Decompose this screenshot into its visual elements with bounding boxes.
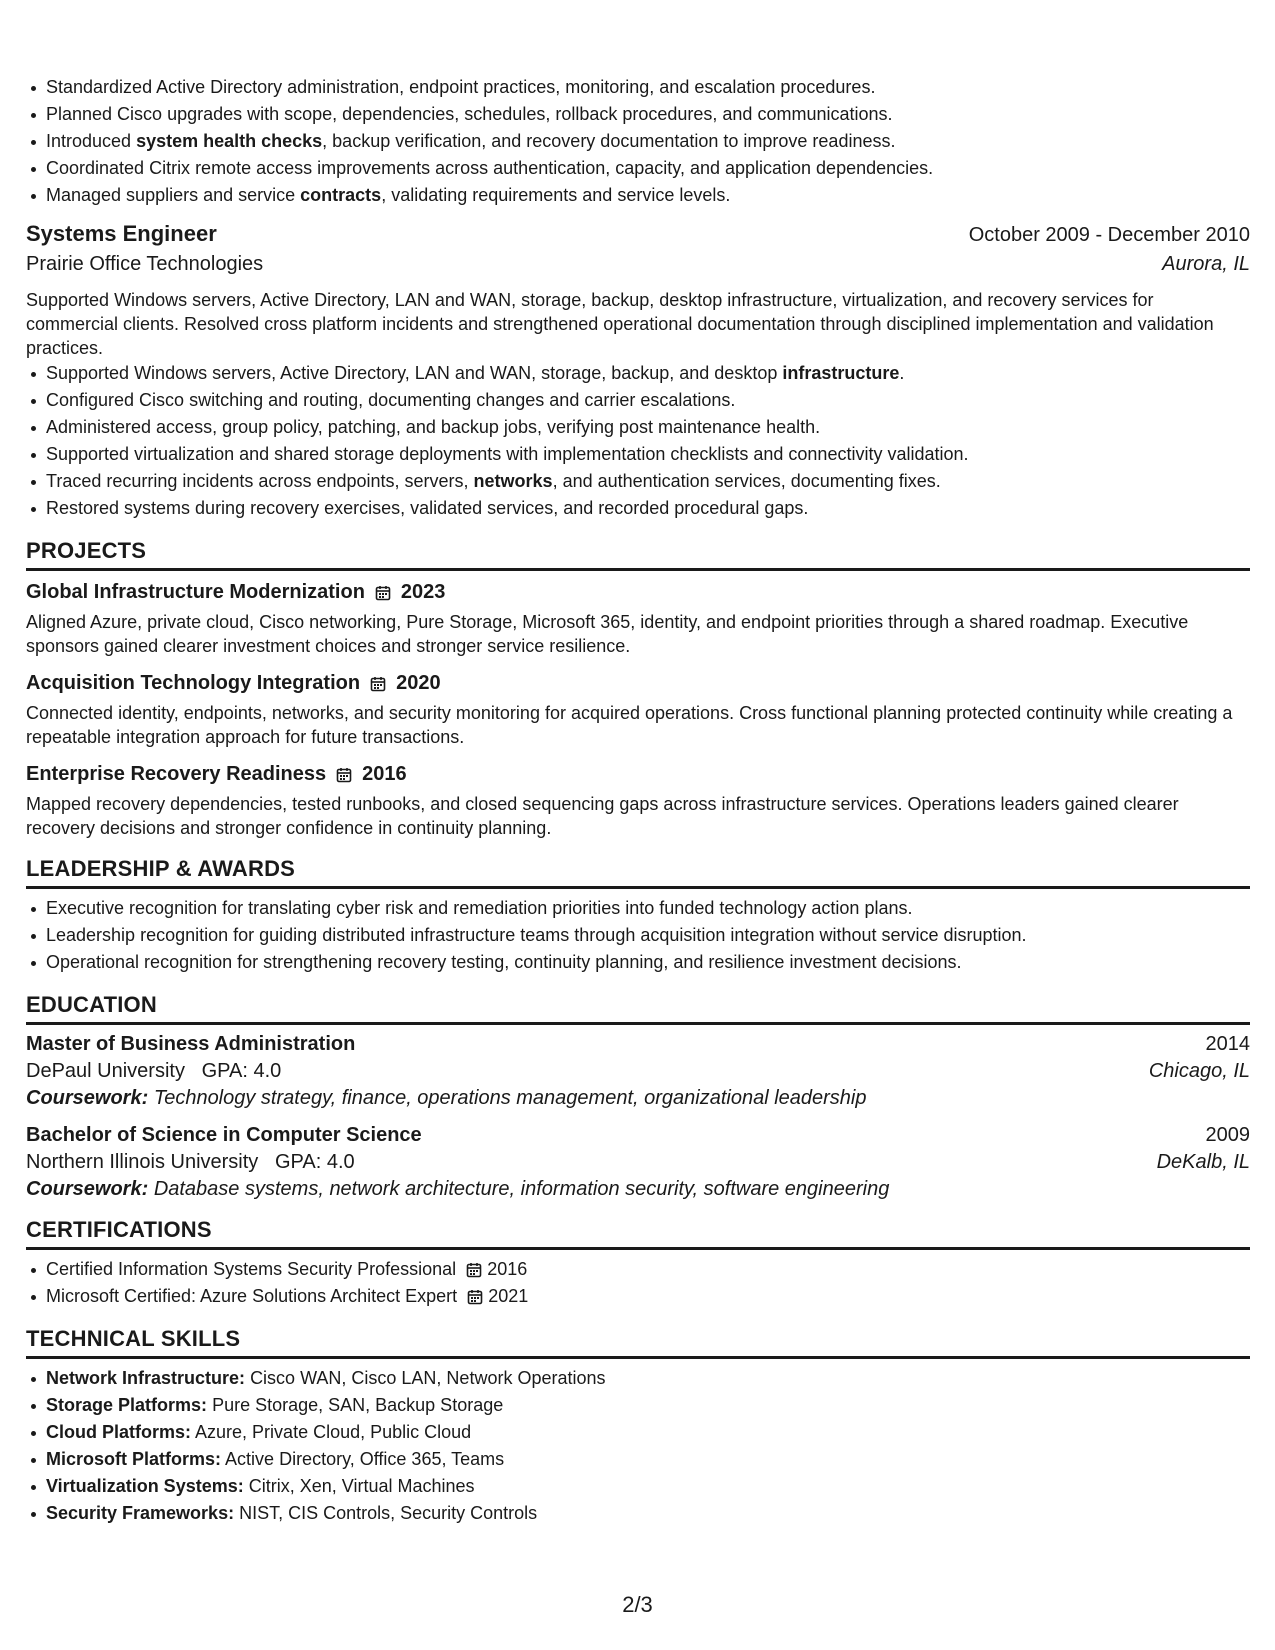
project-title: Acquisition Technology Integration <box>26 672 361 694</box>
section-heading: CERTIFICATIONS <box>26 1217 1250 1250</box>
list-item: Executive recognition for translating cyber risk and remediation priorities into funded technology action plans. <box>46 895 1250 922</box>
list-item: Security Frameworks: NIST, CIS Controls, Security Controls <box>46 1500 1250 1527</box>
graduation-year: 2014 <box>1205 1033 1250 1055</box>
section-heading: LEADERSHIP & AWARDS <box>26 856 1250 889</box>
gpa: GPA: 4.0 <box>274 1151 355 1173</box>
skills-section <box>26 1326 1250 1527</box>
degree: Master of Business Administration <box>26 1033 356 1055</box>
project-description: Connected identity, endpoints, networks, and security monitoring for acquired operations. Cross functional planning protected continuity while creating a repeatable integration approach for future transactions. <box>26 703 1233 747</box>
job-dates: October 2009 - December 2010 <box>968 224 1250 246</box>
coursework: Coursework: Database systems, network architecture, information security, software engineering <box>26 1178 890 1200</box>
project-item <box>26 672 1250 749</box>
list-item: Supported virtualization and shared storage deployments with implementation checklists and connectivity validation. <box>46 441 1250 468</box>
job-systems-engineer <box>26 221 1250 522</box>
company-name: Prairie Office Technologies <box>26 253 264 275</box>
school-location: Chicago, IL <box>1148 1060 1250 1082</box>
list-item: Microsoft Certified: Azure Solutions Architect Expert 2021 <box>46 1283 1250 1310</box>
job-location: Aurora, IL <box>1162 253 1250 275</box>
calendar-icon <box>375 585 391 601</box>
list-item: Microsoft Platforms: Active Directory, Office 365, Teams <box>46 1446 1250 1473</box>
list-item: Virtualization Systems: Citrix, Xen, Virtual Machines <box>46 1473 1250 1500</box>
education-item <box>26 1124 1250 1201</box>
job-summary: Supported Windows servers, Active Directory, LAN and WAN, storage, backup, desktop infrastructure, virtualization, and recovery services for commercial clients. Resolved cross platform incidents and strengthened operational documentation through disciplined implementation and validation practices. <box>26 290 1214 358</box>
calendar-icon <box>467 1289 483 1305</box>
list-item: Coordinated Citrix remote access improvements across authentication, capacity, and application dependencies. <box>46 155 1250 182</box>
project-item <box>26 581 1250 658</box>
list-item: Standardized Active Directory administration, endpoint practices, monitoring, and escalation procedures. <box>46 74 1250 101</box>
list-item: Managed suppliers and service contracts, validating requirements and service levels. <box>46 182 1250 209</box>
coursework: Coursework: Technology strategy, finance, operations management, organizational leadership <box>26 1087 867 1109</box>
job-title: Systems Engineer <box>26 221 217 246</box>
projects-section <box>26 538 1250 840</box>
project-year: 2020 <box>396 672 441 694</box>
list-item: Network Infrastructure: Cisco WAN, Cisco LAN, Network Operations <box>46 1365 1250 1392</box>
project-item <box>26 763 1250 840</box>
calendar-icon <box>370 676 386 692</box>
list-item: Planned Cisco upgrades with scope, dependencies, schedules, rollback procedures, and communications. <box>46 101 1250 128</box>
school-location: DeKalb, IL <box>1156 1151 1250 1173</box>
list-item: Supported Windows servers, Active Directory, LAN and WAN, storage, backup, and desktop infrastructure. <box>46 360 1250 387</box>
school-name: Northern Illinois University <box>26 1151 259 1173</box>
section-heading: EDUCATION <box>26 992 1250 1025</box>
certifications-section <box>26 1217 1250 1310</box>
certification-list <box>26 1256 1250 1310</box>
graduation-year: 2009 <box>1205 1124 1250 1146</box>
project-year: 2023 <box>400 581 446 603</box>
list-item: Administered access, group policy, patching, and backup jobs, verifying post maintenance health. <box>46 414 1250 441</box>
project-title: Enterprise Recovery Readiness <box>26 763 327 785</box>
project-year: 2016 <box>362 763 407 785</box>
list-item: Leadership recognition for guiding distributed infrastructure teams through acquisition integration without service disruption. <box>46 922 1250 949</box>
list-item: Introduced system health checks, backup verification, and recovery documentation to improve readiness. <box>46 128 1250 155</box>
gpa: GPA: 4.0 <box>201 1060 282 1082</box>
leadership-section <box>26 856 1250 976</box>
resume-page <box>26 78 1250 1527</box>
list-item: Restored systems during recovery exercises, validated services, and recorded procedural gaps. <box>46 495 1250 522</box>
list-item: Certified Information Systems Security Professional 2016 <box>46 1256 1250 1283</box>
list-item: Storage Platforms: Pure Storage, SAN, Backup Storage <box>46 1392 1250 1419</box>
list-item: Operational recognition for strengthening recovery testing, continuity planning, and resilience investment decisions. <box>46 949 1250 976</box>
prev-role-bullets <box>26 74 1250 209</box>
education-item <box>26 1033 1250 1110</box>
section-heading: PROJECTS <box>26 538 1250 571</box>
list-item: Cloud Platforms: Azure, Private Cloud, Public Cloud <box>46 1419 1250 1446</box>
leadership-bullets <box>26 895 1250 976</box>
degree: Bachelor of Science in Computer Science <box>26 1124 422 1146</box>
education-section <box>26 992 1250 1201</box>
project-description: Mapped recovery dependencies, tested runbooks, and closed sequencing gaps across infrastructure services. Operations leaders gained clearer recovery decisions and stronger confidence in continuity planning. <box>26 794 1179 838</box>
project-description: Aligned Azure, private cloud, Cisco networking, Pure Storage, Microsoft 365, identity, and endpoint priorities through a shared roadmap. Executive sponsors gained clearer investment choices and stronger service resilience. <box>26 612 1189 656</box>
section-heading: TECHNICAL SKILLS <box>26 1326 1250 1359</box>
job-bullets <box>26 360 1250 522</box>
project-title: Global Infrastructure Modernization <box>26 581 365 603</box>
page-number: 2/3 <box>622 1592 653 1617</box>
list-item: Configured Cisco switching and routing, documenting changes and carrier escalations. <box>46 387 1250 414</box>
skills-list <box>26 1365 1250 1527</box>
calendar-icon <box>336 767 352 783</box>
list-item: Traced recurring incidents across endpoints, servers, networks, and authentication services, documenting fixes. <box>46 468 1250 495</box>
school-name: DePaul University <box>26 1060 185 1082</box>
calendar-icon <box>466 1262 482 1278</box>
